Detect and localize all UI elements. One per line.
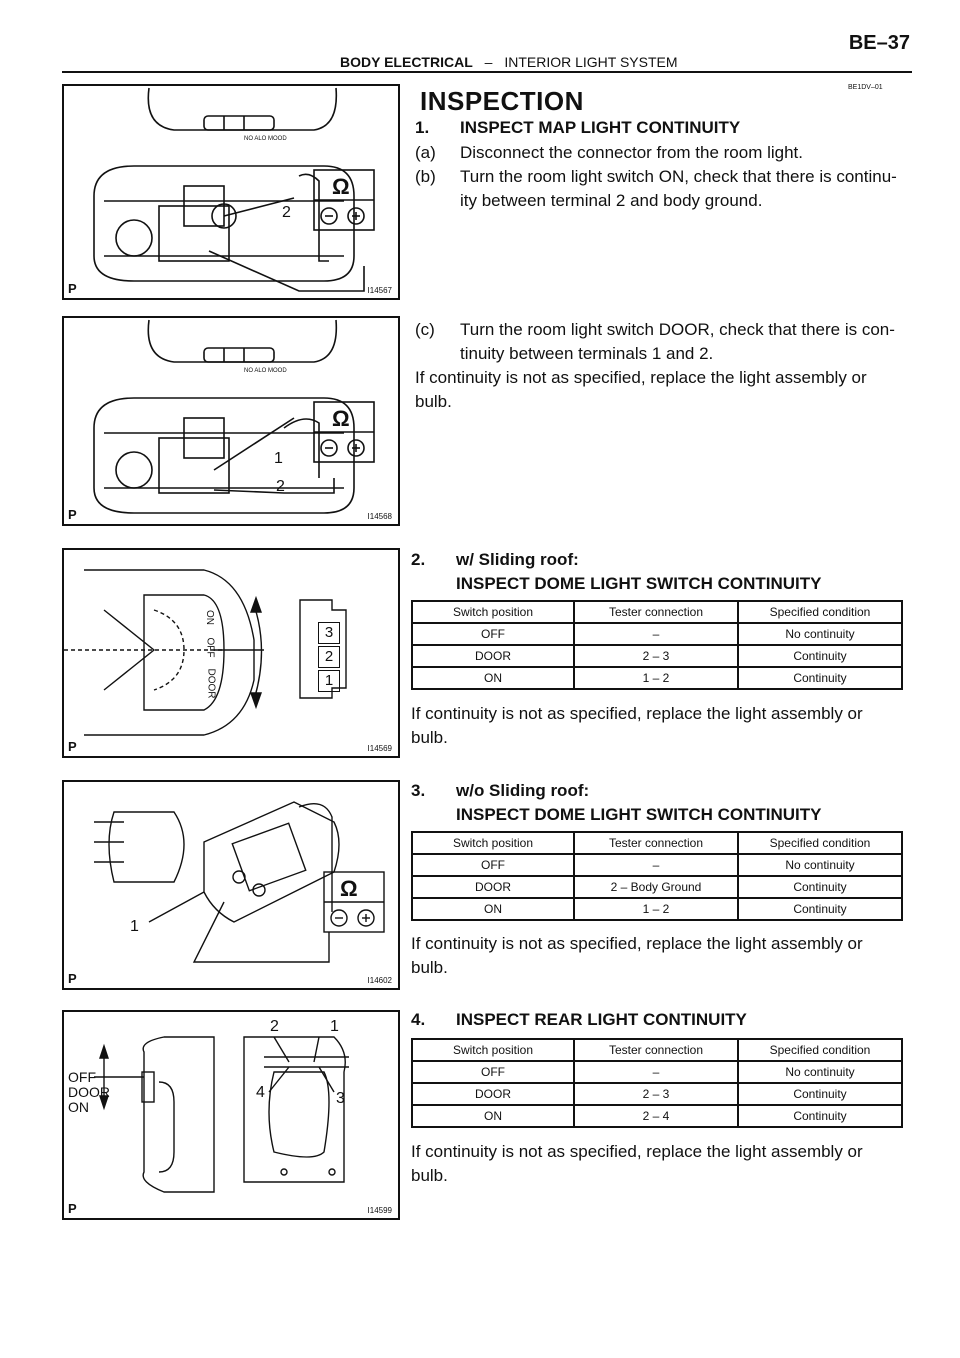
page-number: BE–37 [848, 32, 910, 54]
terminal-label: 1 [274, 450, 283, 467]
table-row: DOOR 2 – 3 Continuity [412, 645, 902, 667]
switch-position-text: NO ALO MOOD [244, 368, 287, 374]
step2-heading-cont: INSPECT DOME LIGHT SWITCH CONTINUITY [456, 574, 822, 593]
table-row: DOOR 2 – Body Ground Continuity [412, 876, 902, 898]
terminal-label: 1 [130, 918, 139, 935]
step1-c: (c) Turn the room light switch DOOR, check that there is con- [415, 320, 895, 339]
figure-map-light-door [62, 316, 400, 526]
step4-heading: 4. INSPECT REAR LIGHT CONTINUITY [411, 1010, 747, 1029]
ohm-symbol: Ω [340, 876, 358, 901]
terminal-label: 2 [318, 646, 340, 668]
figure-id: I14568 [367, 512, 392, 521]
step3-heading-cont: INSPECT DOME LIGHT SWITCH CONTINUITY [456, 805, 822, 824]
figure-mark: P [68, 281, 77, 296]
doc-code: BE1DV–01 [848, 84, 883, 91]
figure-mark: P [68, 971, 77, 986]
terminal-label: 2 [270, 1018, 279, 1035]
terminal-label: 1 [318, 670, 340, 692]
switch-label: DOOR [205, 668, 217, 699]
terminal-label: 3 [318, 622, 340, 644]
table-row: DOOR 2 – 3 Continuity [412, 1083, 902, 1105]
step4-note-cont: bulb. [411, 1166, 448, 1185]
terminal-label: 4 [256, 1084, 265, 1101]
table-row: ON 2 – 4 Continuity [412, 1105, 902, 1127]
step3-heading: 3. w/o Sliding roof: [411, 781, 590, 800]
table-row: ON 1 – 2 Continuity [412, 898, 902, 920]
table-header: Tester connection [574, 1039, 738, 1061]
running-header [340, 54, 678, 70]
step3-note-cont: bulb. [411, 958, 448, 977]
header-rule [62, 71, 912, 73]
step1-a: (a) Disconnect the connector from the room light. [415, 143, 803, 162]
figure-id: I14569 [367, 744, 392, 753]
figure-mark: P [68, 739, 77, 754]
table-header-row [412, 601, 902, 623]
dome-switch-diagram [64, 550, 398, 756]
step1-note-cont: bulb. [415, 392, 452, 411]
step4-note: If continuity is not as specified, replace the light assembly or [411, 1142, 863, 1161]
terminal-label: 2 [282, 204, 291, 221]
table-header: Specified condition [738, 601, 902, 623]
header-section: BODY ELECTRICAL [340, 54, 473, 70]
terminal-label: 3 [336, 1090, 345, 1107]
header-dash: – [484, 54, 493, 70]
step1-b-cont: ity between terminal 2 and body ground. [460, 191, 763, 210]
switch-label: OFF [204, 637, 216, 658]
terminal-label: 2 [276, 478, 285, 495]
switch-label: OFF [68, 1069, 96, 1085]
table-header: Specified condition [738, 1039, 902, 1061]
spec-table-step2 [411, 600, 903, 690]
step3-note: If continuity is not as specified, replace the light assembly or [411, 934, 863, 953]
spec-table-step4 [411, 1038, 903, 1128]
table-header: Switch position [412, 832, 574, 854]
terminal-label: 1 [330, 1018, 339, 1035]
table-row: OFF – No continuity [412, 623, 902, 645]
figure-map-light-on [62, 84, 400, 300]
table-header: Specified condition [738, 832, 902, 854]
table-row: ON 1 – 2 Continuity [412, 667, 902, 689]
header-subsection: INTERIOR LIGHT SYSTEM [504, 54, 678, 70]
table-header: Tester connection [574, 832, 738, 854]
figure-dome-sliding-roof [62, 548, 400, 758]
table-header: Switch position [412, 1039, 574, 1061]
step1-note: If continuity is not as specified, replace the light assembly or [415, 368, 867, 387]
figure-mark: P [68, 507, 77, 522]
figure-id: I14599 [367, 1206, 392, 1215]
step2-heading: 2. w/ Sliding roof: [411, 550, 579, 569]
switch-label: ON [204, 610, 215, 625]
ohm-symbol: Ω [332, 406, 350, 431]
step1-c-cont: tinuity between terminals 1 and 2. [460, 344, 714, 363]
step2-note: If continuity is not as specified, replace the light assembly or [411, 704, 863, 723]
switch-position-text: NO ALO MOOD [244, 136, 287, 142]
figure-id: I14567 [367, 286, 392, 295]
table-header-row [412, 1039, 902, 1061]
step2-note-cont: bulb. [411, 728, 448, 747]
table-header: Switch position [412, 601, 574, 623]
ohm-symbol: Ω [332, 174, 350, 199]
table-header-row [412, 832, 902, 854]
switch-label: ON [68, 1099, 89, 1115]
rear-light-diagram [64, 1012, 398, 1218]
step1-b: (b) Turn the room light switch ON, check that there is continu- [415, 167, 897, 186]
table-row: OFF – No continuity [412, 1061, 902, 1083]
spec-table-step3 [411, 831, 903, 921]
switch-labels [68, 1070, 110, 1115]
switch-label: DOOR [68, 1084, 110, 1100]
figure-rear-light [62, 1010, 400, 1220]
figure-id: I14602 [367, 976, 392, 985]
table-header: Tester connection [574, 601, 738, 623]
table-row: OFF – No continuity [412, 854, 902, 876]
section-title: INSPECTION [420, 86, 584, 116]
figure-dome-no-sliding-roof [62, 780, 400, 990]
figure-mark: P [68, 1201, 77, 1216]
step1-heading: 1. INSPECT MAP LIGHT CONTINUITY [415, 118, 741, 137]
